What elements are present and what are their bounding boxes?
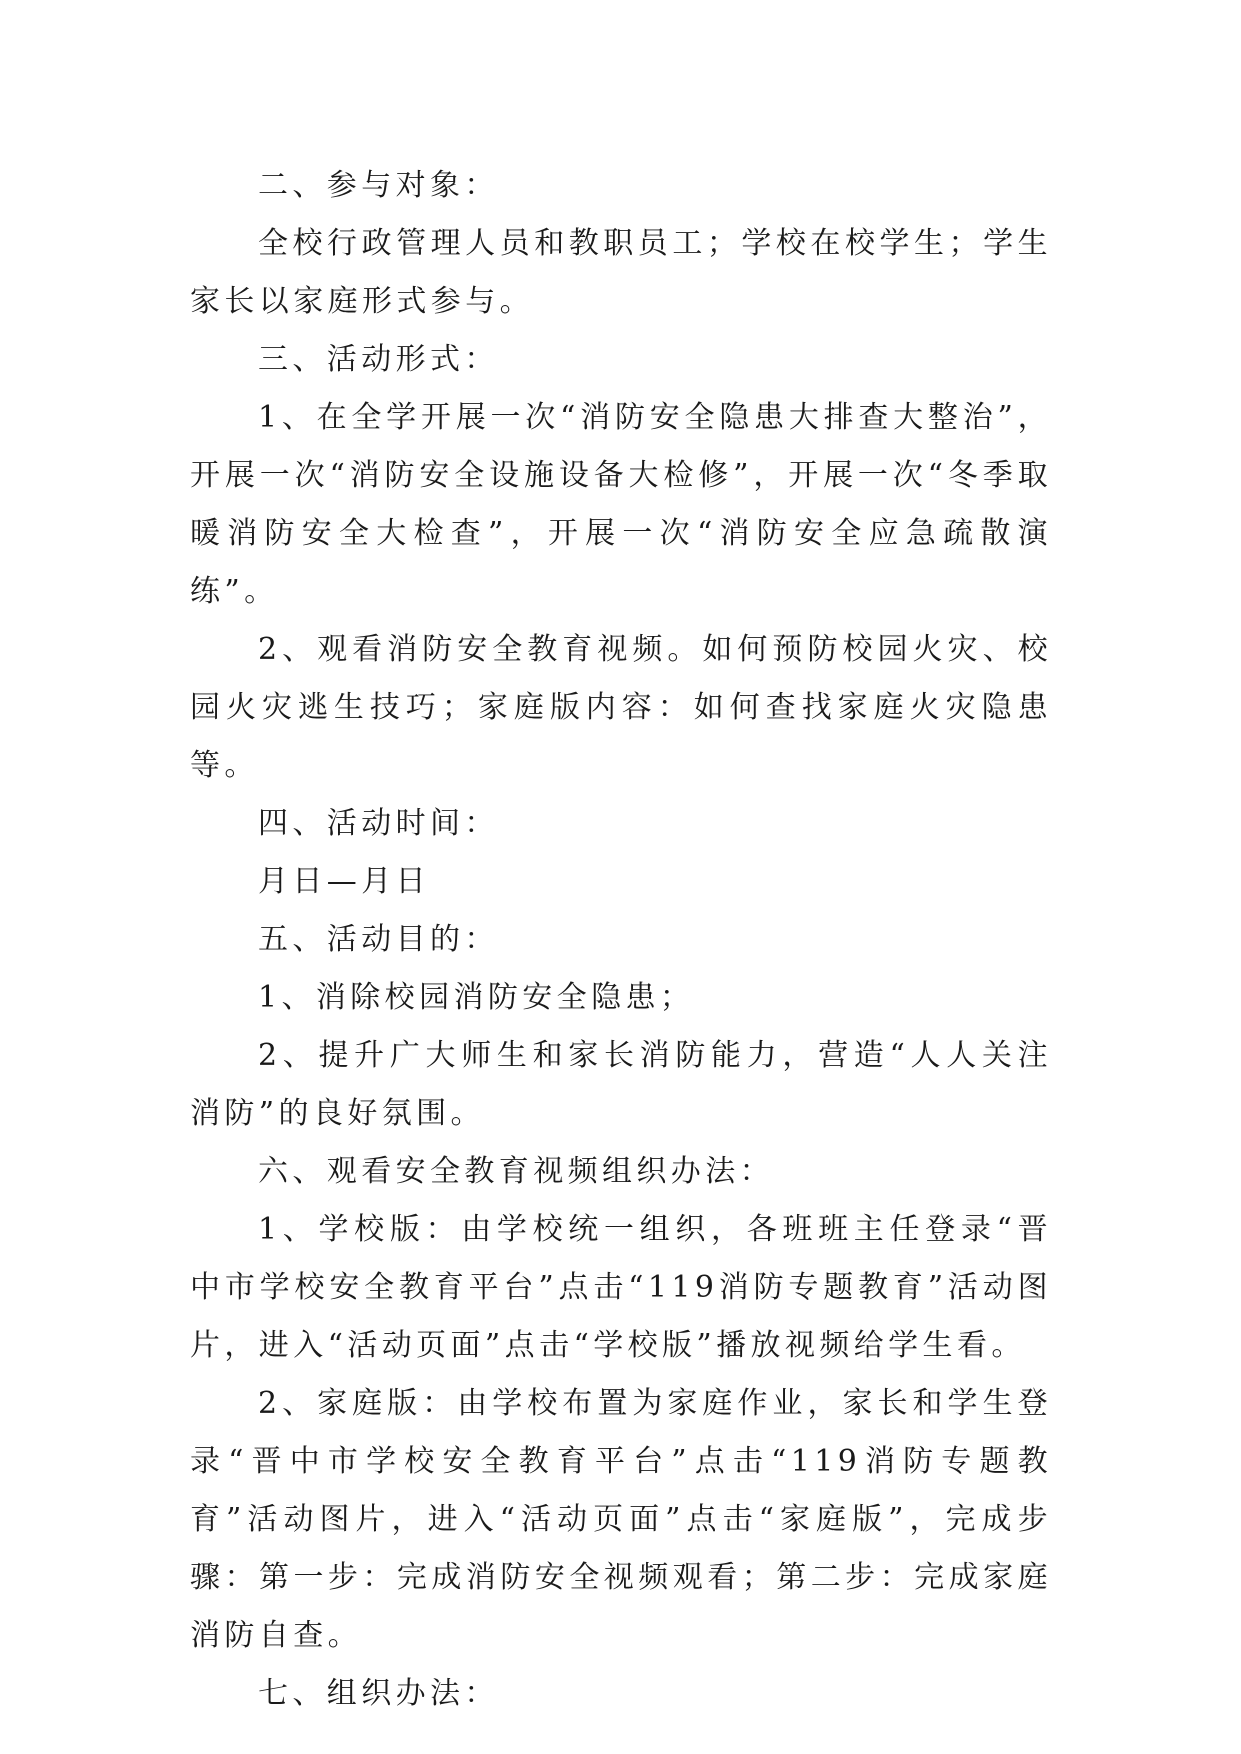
section-heading-activity-time: 四、活动时间： [258,806,499,841]
section-heading-organization-method: 七、组织办法： [258,1676,499,1711]
paragraph-activity-form-1: 1、在全学开展一次“消防安全隐患大排查大整治”，开展一次“消防安全设施设备大检修”，开展一次“冬季取暖消防安全大检查”，开展一次“消防安全应急疏散演练”。 [190,400,1052,609]
paragraph-school-version: 1、学校版：由学校统一组织，各班班主任登录“晋中市学校安全教育平台”点击“119消防专题教育”活动图片，进入“活动页面”点击“学校版”播放视频给学生看。 [190,1212,1052,1363]
paragraph-family-version: 2、家庭版：由学校布置为家庭作业，家长和学生登录“晋中市学校安全教育平台”点击“119消防专题教育”活动图片，进入“活动页面”点击“家庭版”，完成步骤：第一步：完成消防安全视频观看；第二步：完成家庭消防自查。 [190,1386,1052,1653]
document-body [190,157,1052,1723]
paragraph-participants: 全校行政管理人员和教职员工；学校在校学生；学生家长以家庭形式参与。 [190,226,1052,319]
section-heading-video-organization: 六、观看安全教育视频组织办法： [258,1154,774,1189]
section-heading-participants: 二、参与对象： [258,168,499,203]
section-heading-activity-form: 三、活动形式： [258,342,499,377]
paragraph-purpose-2: 2、提升广大师生和家长消防能力，营造“人人关注消防”的良好氛围。 [190,1038,1052,1131]
paragraph-purpose-1: 1、消除校园消防安全隐患； [258,980,695,1015]
paragraph-activity-form-2: 2、观看消防安全教育视频。如何预防校园火灾、校园火灾逃生技巧；家庭版内容：如何查找家庭火灾隐患等。 [190,632,1052,783]
section-heading-activity-purpose: 五、活动目的： [258,922,499,957]
paragraph-activity-time: 月日—月日 [258,864,430,899]
